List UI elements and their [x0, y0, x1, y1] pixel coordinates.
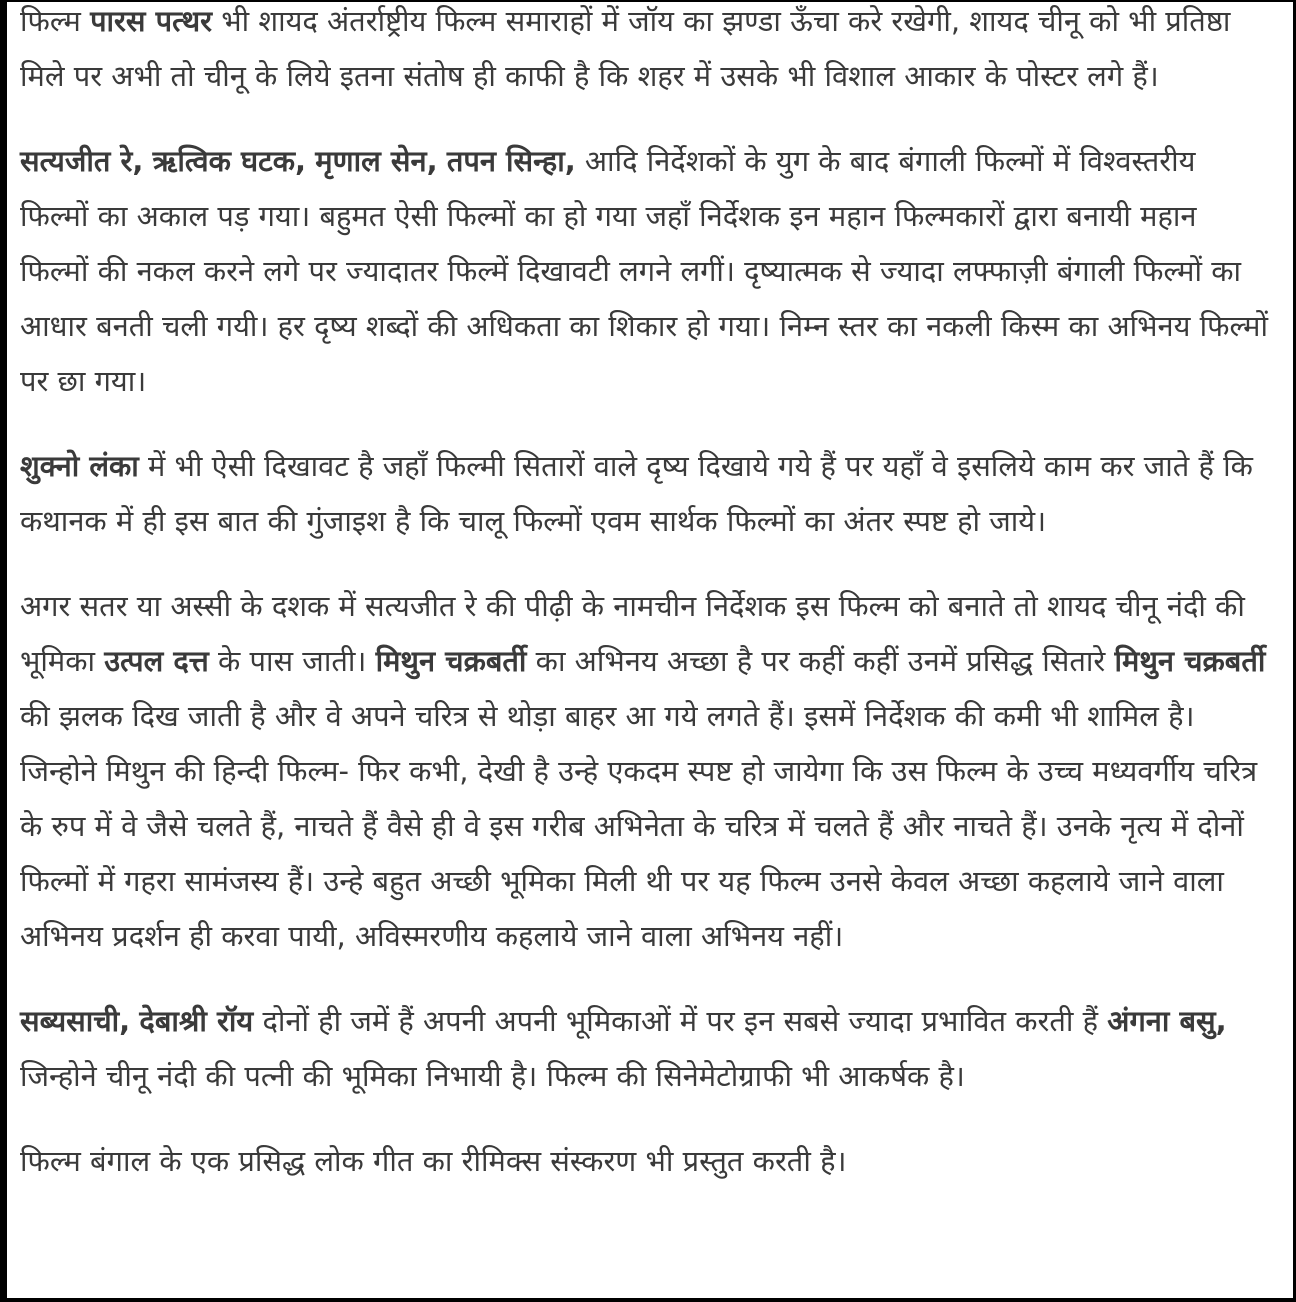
paragraph: [20, 1134, 1271, 1189]
bold-text-run: अंगना बसु,: [1107, 1004, 1227, 1038]
bold-text-run: पारस पत्थर: [90, 4, 213, 38]
paragraph: [20, 579, 1271, 964]
bold-text-run: मिथुन चक्रबर्ती: [375, 644, 527, 678]
bold-text-run: सत्यजीत रे,: [20, 144, 144, 178]
bold-text-run: शुक्नो लंका: [20, 449, 139, 483]
bold-text-run: देबाश्री रॉय: [139, 1004, 254, 1038]
text-run: [143, 144, 152, 178]
text-run: आदि निर्देशकों के युग के बाद बंगाली फिल्मों में विश्वस्तरीय फिल्मों का अकाल पड़ गया। बहुमत ऐसी फिल्मों का हो गया जहाँ निर्देशक इन महान फिल्मकारों द्वारा बनायी महान फिल्मों की नकल करने लगे पर ज्यादातर फिल्में दिखावटी लगने लगीं। दृष्यात्मक से ज्यादा लफ्फाज़ी बंगाली फिल्मों का आधार बनती चली गयी। हर दृष्य शब्दों की अधिकता का शिकार हो गया। निम्न स्तर का नकली किस्म का अभिनय फिल्मों पर छा गया।: [20, 144, 1268, 398]
text-run: फिल्म बंगाल के एक प्रसिद्ध लोक गीत का रीमिक्स संस्करण भी प्रस्तुत करती है।: [20, 1144, 847, 1178]
text-run: जिन्होने चीनू नंदी की पत्नी की भूमिका निभायी है। फिल्म की सिनेमेटोग्राफी भी आकर्षक है।: [20, 1059, 965, 1093]
bold-text-run: तपन सिन्हा,: [446, 144, 576, 178]
text-run: [438, 144, 447, 178]
bold-text-run: मृणाल सेन,: [315, 144, 438, 178]
bold-text-run: ऋत्विक घटक,: [152, 144, 307, 178]
paragraph: [20, 439, 1271, 549]
text-run: भी शायद अंतर्राष्ट्रीय फिल्म समाराहों में जॉय का झण्डा ऊँचा करे रखेगी, शायद चीनू को भी प्रतिष्ठा मिले पर अभी तो चीनू के लिये इतना संतोष ही काफी है कि शहर में उसके भी विशाल आकार के पोस्टर लगे हैं।: [20, 4, 1231, 93]
text-run: दोनों ही जमें हैं अपनी अपनी भूमिकाओं में पर इन सबसे ज्यादा प्रभावित करती हैं: [253, 1004, 1108, 1038]
article-body: [20, 0, 1271, 1189]
paragraph: [20, 0, 1271, 104]
text-run: का अभिनय अच्छा है पर कहीं कहीं उनमें प्रसिद्ध सितारे: [526, 644, 1115, 678]
text-run: की झलक दिख जाती है और वे अपने चरित्र से थोड़ा बाहर आ गये लगते हैं। इसमें निर्देशक की कमी भी शामिल है। जिन्होने मिथुन की हिन्दी फिल्म- फिर कभी, देखी है उन्हे एकदम स्पष्ट हो जायेगा कि उस फिल्म के उच्च मध्यवर्गीय चरित्र के रुप में वे जैसे चलते हैं, नाचते हैं वैसे ही वे इस गरीब अभिनेता के चरित्र में चलते हैं और नाचते हैं। उनके नृत्य में दोनों फिल्मों में गहरा सामंजस्य हैं। उन्हे बहुत अच्छी भूमिका मिली थी पर यह फिल्म उनसे केवल अच्छा कहलाये जाने वाला अभिनय प्रदर्शन ही करवा पायी, अविस्मरणीय कहलाये जाने वाला अभिनय नहीं।: [20, 699, 1258, 953]
text-run: में भी ऐसी दिखावट है जहाँ फिल्मी सितारों वाले दृष्य दिखाये गये हैं पर यहाँ वे इसलिये काम कर जाते हैं कि कथानक में ही इस बात की गुंजाइश है कि चालू फिल्मों एवम सार्थक फिल्मों का अंतर स्पष्ट हो जाये।: [20, 449, 1253, 538]
text-run: फिल्म: [20, 4, 91, 38]
text-run: [306, 144, 315, 178]
paragraph: [20, 134, 1271, 409]
paragraph: [20, 994, 1271, 1104]
bold-text-run: मिथुन चक्रबर्ती: [1114, 644, 1266, 678]
bold-text-run: सब्यसाची,: [20, 1004, 131, 1038]
text-run: के पास जाती।: [208, 644, 376, 678]
text-run: अगर सतर या अस्सी के दशक में सत्यजीत रे की पीढ़ी के नामचीन निर्देशक इस फिल्म को बनाते तो शायद चीनू नंदी की भूमिका: [20, 589, 1245, 678]
bold-text-run: उत्पल दत्त: [104, 644, 209, 678]
